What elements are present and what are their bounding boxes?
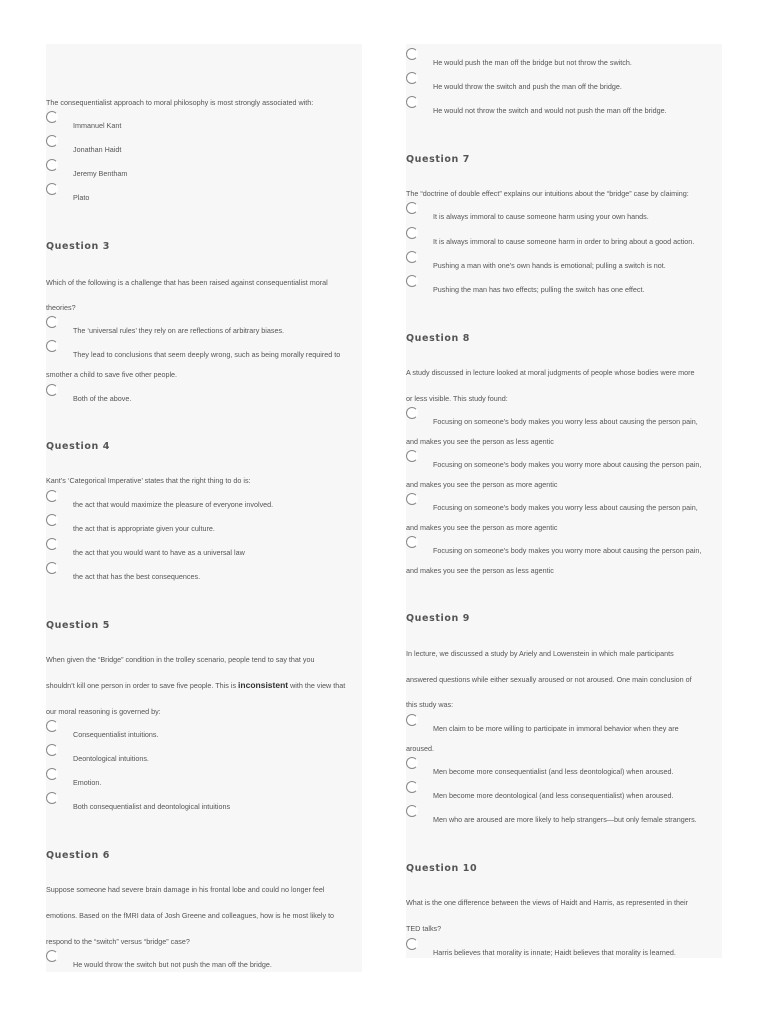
radio-icon[interactable] [46,514,58,526]
radio-icon[interactable] [46,316,58,328]
radio-icon[interactable] [46,159,58,171]
q8-option-4-continued: and makes you see the person as less agentic [406,566,554,575]
q4-option-4[interactable]: the act that has the best consequences. [46,562,366,582]
radio-icon[interactable] [406,202,418,214]
radio-icon[interactable] [406,757,418,769]
question-9-prompt-line-1: In lecture, we discussed a study by Ariely and Lowenstein in which male participants [406,649,674,658]
q9-option-1[interactable]: Men claim to be more willing to participate in immoral behavior when they are [406,714,726,734]
q6-option-3[interactable]: He would throw the switch and push the man off the bridge. [406,72,726,92]
question-8-prompt-line-1: A study discussed in lecture looked at moral judgments of people whose bodies were more [406,368,695,377]
question-2-prompt: The consequentialist approach to moral philosophy is most strongly associated with: [46,98,314,107]
radio-icon[interactable] [406,450,418,462]
radio-icon[interactable] [406,938,418,950]
question-6-prompt-line-2: emotions. Based on the fMRI data of Josh Greene and colleagues, how is he most likely to [46,911,335,920]
radio-icon[interactable] [46,490,58,502]
q2-option-2[interactable]: Jonathan Haidt [46,135,366,155]
q9-option-2[interactable]: Men become more consequentialist (and less deontological) when aroused. [406,757,726,777]
q8-option-2-continued: and makes you see the person as more agentic [406,480,558,489]
radio-icon[interactable] [406,48,418,60]
radio-icon[interactable] [46,135,58,147]
question-10-prompt-line-2: TED talks? [406,924,442,933]
q6-option-1[interactable]: He would throw the switch but not push the man off the bridge. [46,950,366,970]
q4-option-2[interactable]: the act that is appropriate given your culture. [46,514,366,534]
radio-icon[interactable] [46,562,58,574]
question-5-prompt-line-2: shouldn’t kill one person in order to save five people. This is inconsistent with the view that [46,680,346,690]
radio-icon[interactable] [406,275,418,287]
radio-icon[interactable] [46,340,58,352]
q3-option-1[interactable]: The ‘universal rules’ they rely on are reflections of arbitrary biases. [46,316,366,336]
question-7-title: Question 7 [406,154,470,165]
radio-icon[interactable] [406,407,418,419]
q8-option-1[interactable]: Focusing on someone’s body makes you worry less about causing the person pain, [406,407,726,427]
question-4-prompt: Kant’s ‘Categorical Imperative’ states that the right thing to do is: [46,476,251,485]
q8-option-4[interactable]: Focusing on someone’s body makes you worry more about causing the person pain, [406,536,726,556]
q7-option-3[interactable]: Pushing a man with one’s own hands is emotional; pulling a switch is not. [406,251,726,271]
q8-option-3-continued: and makes you see the person as more agentic [406,523,558,532]
q2-option-3[interactable]: Jeremy Bentham [46,159,366,179]
radio-icon[interactable] [46,384,58,396]
question-7-prompt: The “doctrine of double effect” explains our intuitions about the “bridge” case by claiming: [406,189,689,198]
question-3-title: Question 3 [46,241,110,252]
question-9-prompt-line-2: answered questions while either sexually aroused or not aroused. One main conclusion of [406,675,692,684]
q3-option-2-continued: smother a child to save five other people. [46,370,178,379]
question-5-prompt-line-1: When given the “Bridge” condition in the trolley scenario, people tend to say that you [46,655,315,664]
radio-icon[interactable] [406,227,418,239]
radio-icon[interactable] [406,251,418,263]
q5-option-1[interactable]: Consequentialist intuitions. [46,720,366,740]
radio-icon[interactable] [406,96,418,108]
radio-icon[interactable] [406,493,418,505]
question-4-title: Question 4 [46,441,110,452]
radio-icon[interactable] [46,744,58,756]
question-10-prompt-line-1: What is the one difference between the views of Haidt and Harris, as represented in their [406,898,688,907]
radio-icon[interactable] [46,111,58,123]
radio-icon[interactable] [46,183,58,195]
q7-option-4[interactable]: Pushing the man has two effects; pulling the switch has one effect. [406,275,726,295]
radio-icon[interactable] [406,72,418,84]
question-8-prompt-line-2: or less visible. This study found: [406,394,508,403]
q5-option-2[interactable]: Deontological intuitions. [46,744,366,764]
q4-option-1[interactable]: the act that would maximize the pleasure of everyone involved. [46,490,366,510]
q2-option-4[interactable]: Plato [46,183,366,203]
radio-icon[interactable] [406,781,418,793]
question-10-title: Question 10 [406,863,478,874]
q8-option-2[interactable]: Focusing on someone’s body makes you worry more about causing the person pain, [406,450,726,470]
question-3-prompt-line-2: theories? [46,303,76,312]
q3-option-2[interactable]: They lead to conclusions that seem deeply wrong, such as being morally required to [46,340,366,360]
question-9-title: Question 9 [406,613,470,624]
q4-option-3[interactable]: the act that you would want to have as a universal law [46,538,366,558]
q10-option-1[interactable]: Harris believes that morality is innate; Haidt believes that morality is learned. [406,938,726,958]
emphasis-inconsistent: inconsistent [238,680,289,690]
question-8-title: Question 8 [406,333,470,344]
q3-option-3[interactable]: Both of the above. [46,384,366,404]
radio-icon[interactable] [46,538,58,550]
q7-option-2[interactable]: It is always immoral to cause someone harm in order to bring about a good action. [406,227,726,247]
q9-option-3[interactable]: Men become more deontological (and less consequentialist) when aroused. [406,781,726,801]
radio-icon[interactable] [406,714,418,726]
q6-option-2[interactable]: He would push the man off the bridge but not throw the switch. [406,48,726,68]
radio-icon[interactable] [46,768,58,780]
q8-option-1-continued: and makes you see the person as less agentic [406,437,554,446]
question-5-title: Question 5 [46,620,110,631]
q7-option-1[interactable]: It is always immoral to cause someone harm using your own hands. [406,202,726,222]
q9-option-4[interactable]: Men who are aroused are more likely to help strangers—but only female strangers. [406,805,726,825]
question-3-prompt-line-1: Which of the following is a challenge that has been raised against consequentialist moral [46,278,328,287]
q5-option-4[interactable]: Both consequentialist and deontological intuitions [46,792,366,812]
question-6-prompt-line-3: respond to the “switch” versus “bridge” case? [46,937,190,946]
right-column [406,44,722,958]
radio-icon[interactable] [46,950,58,962]
q5-option-3[interactable]: Emotion. [46,768,366,788]
q9-option-1-continued: aroused. [406,744,434,753]
radio-icon[interactable] [46,720,58,732]
radio-icon[interactable] [406,805,418,817]
radio-icon[interactable] [406,536,418,548]
left-column [46,44,362,972]
question-5-prompt-line-3: our moral reasoning is governed by: [46,707,161,716]
q8-option-3[interactable]: Focusing on someone’s body makes you worry less about causing the person pain, [406,493,726,513]
question-6-title: Question 6 [46,850,110,861]
question-9-prompt-line-3: this study was: [406,700,454,709]
question-6-prompt-line-1: Suppose someone had severe brain damage in his frontal lobe and could no longer feel [46,885,325,894]
q6-option-4[interactable]: He would not throw the switch and would not push the man off the bridge. [406,96,726,116]
radio-icon[interactable] [46,792,58,804]
q2-option-1[interactable]: Immanuel Kant [46,111,366,131]
